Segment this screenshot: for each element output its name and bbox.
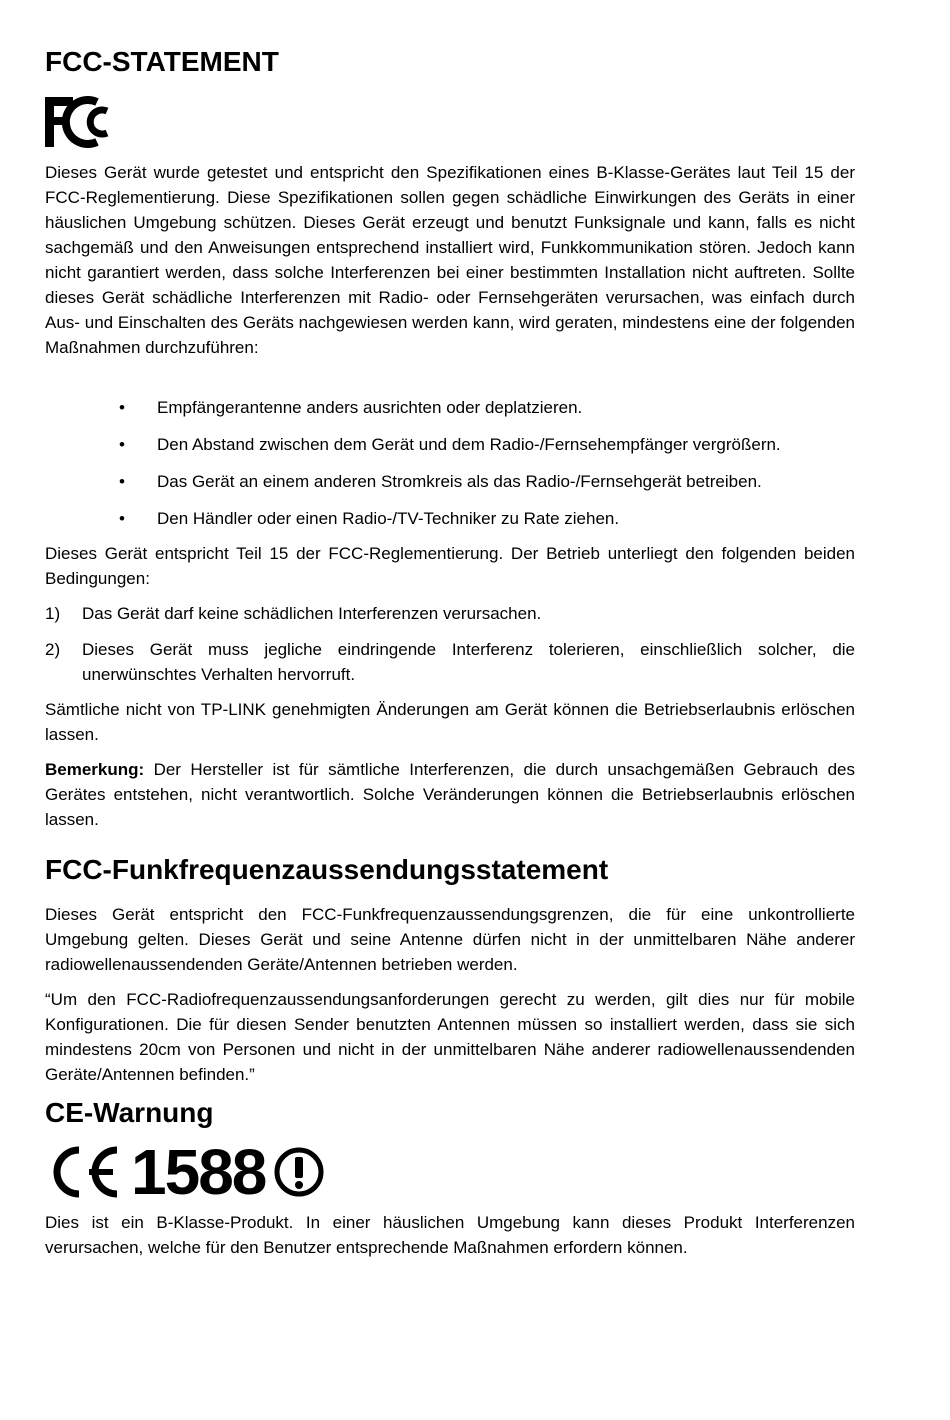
list-item: 1) Das Gerät darf keine schädlichen Interferenzen verursachen.: [45, 604, 542, 623]
list-item: • Den Händler oder einen Radio-/TV-Techniker zu Rate ziehen.: [45, 506, 855, 543]
fcc-measures-list: [45, 395, 855, 543]
rf-statement-heading: FCC-Funkfrequenzaussendungsstatement: [45, 854, 609, 885]
remark-label: Bemerkung:: [45, 760, 145, 779]
bullet-icon: •: [119, 398, 125, 417]
fcc-logo-icon: [45, 96, 119, 148]
exclamation-circle-icon: [273, 1146, 325, 1198]
remark-text: Der Hersteller ist für sämtliche Interferenzen, die durch unsachgemäßen Gebrauch des Gerätes entstehen, nicht verantwortlich. Solche Veränderungen können die Betriebserlaubnis erlöschen lassen.: [45, 760, 855, 829]
remark-paragraph: [45, 757, 855, 832]
ce-marking: [45, 1136, 325, 1208]
list-item: • Empfängerantenne anders ausrichten oder deplatzieren.: [45, 395, 855, 432]
fcc-intro-paragraph: Dieses Gerät wurde getestet und entspricht den Spezifikationen eines B-Klasse-Gerätes laut Teil 15 der FCC-Reglementierung. Diese Spezifikationen sollen gegen schädliche Einwirkungen des Geräts in einer häuslichen Umgebung schützen. Dieses Gerät erzeugt und benutzt Funksignale und kann, falls es nicht sachgemäß und den Anweisungen entsprechend installiert wird, Funkkommunikation stören. Jedoch kann nicht garantiert werden, dass solche Interferenzen bei einer bestimmten Installation nicht auftreten. Sollte dieses Gerät schädliche Interferenzen mit Radio- oder Fernsehgeräten verursachen, was einfach durch Aus- und Einschalten des Geräts nachgewiesen werden kann, wird geraten, mindestens eine der folgenden Maßnahmen durchzuführen:: [45, 163, 855, 357]
list-item: 2) Dieses Gerät muss jegliche eindringende Interferenz tolerieren, einschließlich solcher, die unerwünschtes Verhalten hervorruft.: [45, 640, 855, 684]
bullet-icon: •: [119, 472, 125, 491]
bullet-icon: •: [119, 435, 125, 454]
bullet-icon: •: [119, 509, 125, 528]
fcc-statement-heading: FCC-STATEMENT: [45, 46, 279, 77]
changes-paragraph: Sämtliche nicht von TP-LINK genehmigten Änderungen am Gerät können die Betriebserlaubnis erlöschen lassen.: [45, 700, 855, 744]
rf-paragraph-2: “Um den FCC-Radiofrequenzaussendungsanforderungen gerecht zu werden, gilt dies nur für mobile Konfigurationen. Die für diesen Sender benutzten Antennen müssen so installiert werden, dass sie sich mindestens 20cm von Personen und nicht in der unmittelbaren Nähe anderer radiowellenaussendenden Geräte/Antennen befinden.”: [45, 990, 855, 1084]
part15-paragraph: Dieses Gerät entspricht Teil 15 der FCC-Reglementierung. Der Betrieb unterliegt den folgenden beiden Bedingungen:: [45, 544, 855, 588]
conditions-list: [45, 601, 855, 687]
list-item: • Das Gerät an einem anderen Stromkreis als das Radio-/Fernsehgerät betreiben.: [45, 469, 855, 506]
list-item: • Den Abstand zwischen dem Gerät und dem Radio-/Fernsehempfänger vergrößern.: [45, 432, 855, 469]
rf-paragraph-1: Dieses Gerät entspricht den FCC-Funkfrequenzaussendungsgrenzen, die für eine unkontrollierte Umgebung gelten. Dieses Gerät und seine Antenne dürfen nicht in der unmittelbaren Nähe anderer radiowellenaussendenden Geräte/Antennen betrieben werden.: [45, 905, 855, 974]
ce-warning-heading: CE-Warnung: [45, 1097, 214, 1128]
notified-body-number: 1588: [131, 1136, 266, 1208]
ce-mark-icon: [45, 1144, 125, 1200]
ce-warning-paragraph: Dies ist ein B-Klasse-Produkt. In einer häuslichen Umgebung kann dieses Produkt Interferenzen verursachen, welche für den Benutzer entsprechende Maßnahmen erfordern können.: [45, 1213, 855, 1257]
